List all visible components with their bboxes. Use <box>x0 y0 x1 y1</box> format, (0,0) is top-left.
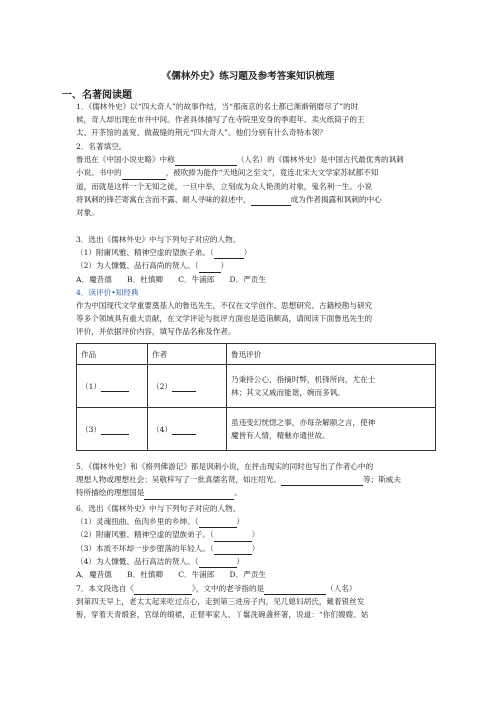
blank <box>134 585 192 595</box>
q6-options: A．魔昔德 B．杜慎卿 C．牛浦郎 D．严贡生 <box>76 570 267 580</box>
q1-line: 候，奇人却出现在市井中间。作者具体描写了在寺院里安身的季遐年、卖火纸筒子的王 <box>76 115 365 125</box>
q3-text: （2）为人慷慨、品行高尚的贤人。（ <box>76 261 199 271</box>
q6-text: （3）本质不坏却一步步堕落的年轻人。（ <box>76 543 214 553</box>
q5-line: 5．《儒林外史》和《格列佛游记》都是讽刺小说，在抨击现实的同时也写出了作者心中的 <box>76 462 374 471</box>
question-1 <box>76 100 436 140</box>
cell-text: （3） <box>81 424 102 434</box>
q3-text: （1）附庸风雅、精神空虚的望族子弟。（ <box>76 248 214 258</box>
blank <box>214 532 252 542</box>
blank <box>199 558 237 568</box>
table-header: 作者 <box>148 344 227 365</box>
question-3 <box>76 233 436 286</box>
q2-line: 对象。 <box>76 208 99 218</box>
q6-item <box>76 555 436 568</box>
section-heading: 一、名著阅读题 <box>62 90 132 101</box>
document-title: 《儒林外史》练习题及参考答案知识梳理 <box>161 71 335 82</box>
table-row <box>77 408 436 451</box>
q5-text: 等；斯威夫 <box>363 475 401 485</box>
table-cell <box>148 408 227 451</box>
table-cell <box>227 365 436 408</box>
q6-text: ） <box>251 530 260 540</box>
q6-item <box>76 515 436 528</box>
blank <box>172 382 196 392</box>
blank <box>281 476 363 486</box>
q2-line <box>76 166 436 179</box>
question-7 <box>76 582 436 622</box>
q2-heading: 2．名著填空。 <box>76 142 127 151</box>
cell-text: 乃秉持公心，指摘时弊，机锋所向，尤在士 <box>231 375 376 384</box>
cell-text: 林；其文又戚而能谐，婉而多讽。 <box>231 388 345 397</box>
q6-text: ） <box>236 556 245 566</box>
table-header: 鲁迅评价 <box>227 344 436 365</box>
q2-text: ，被吹捧为能作“天地间之至文”，竟连北宋大文学家苏轼都不知 <box>165 168 379 178</box>
q5-text: 特所描绘的理想国是 <box>76 488 145 498</box>
question-5 <box>76 460 436 500</box>
q2-text: 鲁迅在《中国小说史略》中称 <box>76 155 175 165</box>
q7-text: 7．本文段选自《 <box>76 584 134 593</box>
q3-text: ） <box>220 261 229 271</box>
table-cell <box>77 408 148 451</box>
q2-line <box>76 153 436 166</box>
blank <box>122 170 166 180</box>
blank <box>144 490 234 500</box>
table-header: 作品 <box>77 344 148 365</box>
cell-text: 虽违变幻恍惚之事，亦每杂解颐之言，使神 <box>231 418 376 427</box>
q2-text: 将讽刺的锋芒寄寓在含而不露、耐人寻味的叙述中， <box>76 194 251 204</box>
table-cell <box>148 365 227 408</box>
q3-options: A．魔昔德 B．杜慎卿 C．牛浦郎 D．严贡生 <box>76 274 267 284</box>
answer-table <box>76 343 436 451</box>
blank <box>101 425 129 435</box>
q2-text: 小说。书中的 <box>76 168 122 178</box>
q4-line: 等多个领域具有重大贡献，在文学评论与批评方面也是造诣颇高，请阅读下面鲁迅先生的 <box>76 314 373 324</box>
question-2 <box>76 140 436 219</box>
q2-text: 成为作者揭露和讽刺的中心 <box>290 194 382 204</box>
q3-item <box>76 246 436 259</box>
q6-text: （1）灵魂扭曲、鱼肉乡里的乡绅。（ <box>76 517 199 527</box>
blank <box>199 263 221 273</box>
q5-text: 理想人物或理想社会；吴敬梓写了一批真儒名贤，如庄绍光、 <box>76 475 282 485</box>
blank <box>214 545 252 555</box>
table-header-row <box>77 344 436 365</box>
q6-item <box>76 528 436 541</box>
q7-heading <box>76 582 436 595</box>
q4-line: 作为中国现代文学重要奠基人的鲁迅先生，不仅在文学创作、思想研究、古籍校勘与研究 <box>76 301 373 311</box>
q6-item <box>76 542 436 555</box>
q1-line: 1．《儒林外史》以“四大奇人”的故事作结，当“那南京的名士都已渐渐销磨尽了”的时 <box>76 102 359 111</box>
q2-text: （人名）的《儒林外史》是中国古代最优秀的讽刺 <box>236 155 404 165</box>
question-6 <box>76 502 436 581</box>
q6-heading: 6．选出《儒林外史》中与下列句子对应的人物。 <box>76 504 241 513</box>
q6-text: （4）为人慷慨、品行高洁的贤人。（ <box>76 556 199 566</box>
cell-text: （1） <box>81 381 102 391</box>
blank <box>264 585 326 595</box>
q1-line: 太、开茶馆的盖宽、做裁缝的荆元“四大奇人”。他们分别有什么奇特本领？ <box>76 128 327 138</box>
q3-item <box>76 259 436 272</box>
table-cell <box>77 365 148 408</box>
blank <box>251 196 291 206</box>
q7-text: （人名） <box>326 584 357 593</box>
blank <box>199 518 237 528</box>
cell-text: 魔皆有人情，精魅亦通世故。 <box>231 431 330 440</box>
q3-heading: 3．选出《儒林外史》中与下列句子对应的人物。 <box>76 235 241 244</box>
q4-heading: 4．读评价•知经典 <box>76 288 139 297</box>
table-row <box>77 365 436 408</box>
blank <box>175 156 237 166</box>
blank <box>101 382 129 392</box>
q7-text: 》，文中的老爷指的是 <box>192 584 265 593</box>
blank <box>172 425 196 435</box>
table-cell <box>227 408 436 451</box>
q6-text: ） <box>236 517 245 527</box>
q6-text: （2）附庸风雅、精神空虚的望族弟子。（ <box>76 530 214 540</box>
q4-line-last <box>76 325 436 338</box>
q5-text: 。 <box>234 488 242 498</box>
q7-quote-line: 到第四天早上，老太太起来吃过点心，走到第三进房子内，见几媳妇胡氏，戴着银丝发 <box>76 597 365 607</box>
q5-line <box>76 486 436 499</box>
blank <box>214 249 244 259</box>
q3-text: ） <box>243 248 252 258</box>
cell-text: （2） <box>152 381 173 391</box>
cell-text: （4） <box>152 424 173 434</box>
q6-text: ） <box>251 543 260 553</box>
q2-line: 道，而就是这样一个无知之徒，一旦中举，立刻成为众人艳羡的对象，鬼名利一生。小说 <box>76 181 373 191</box>
q2-line <box>76 193 436 206</box>
q7-quote-line: 髻，穿着天青缎套，官绿的缎裙，正督率家人、丫鬟洗碗盏杯箸，说道：“你们嫂嫂、姑 <box>76 610 369 620</box>
q5-line <box>76 473 436 486</box>
question-4 <box>76 286 436 326</box>
q4-line: 评价，并依据评价内容，填写作品名称及作者。 <box>76 327 236 336</box>
